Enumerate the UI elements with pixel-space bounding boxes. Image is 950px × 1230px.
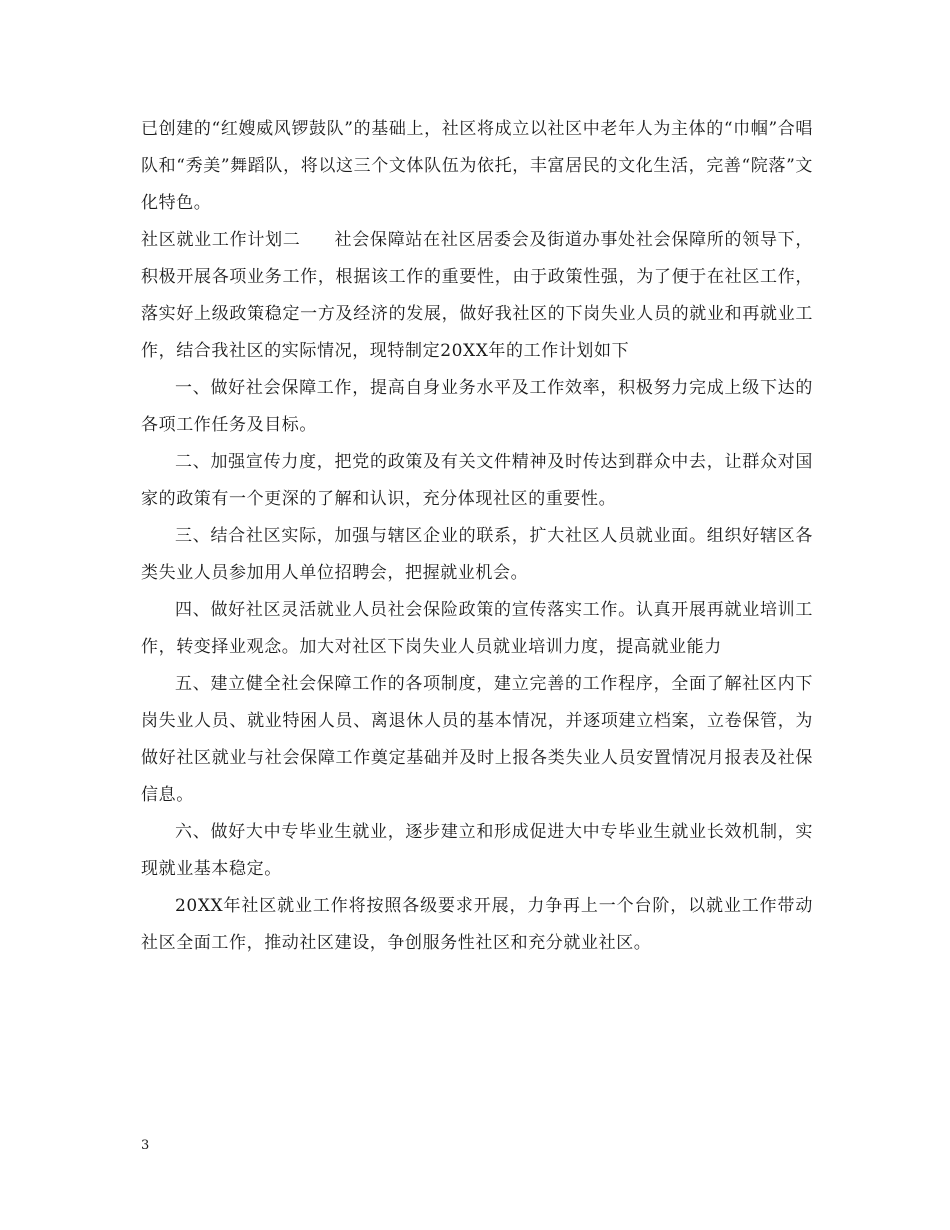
plan-item-4: 四、做好社区灵活就业人员社会保险政策的宣传落实工作。认真开展再就业培训工作，转变择业观念。加大对社区下岗失业人员就业培训力度，提高就业能力 <box>141 600 813 657</box>
plan-item-3: 三、结合社区实际，加强与辖区企业的联系，扩大社区人员就业面。组织好辖区各类失业人员参加用人单位招聘会，把握就业机会。 <box>141 526 813 583</box>
paragraph-culture: 已创建的“红嫂威风锣鼓队”的基础上，社区将成立以社区中老年人为主体的“巾帼”合唱队和“秀美”舞蹈队，将以这三个文体队伍为依托，丰富居民的文化生活，完善“院落”文化特色。 <box>141 119 813 213</box>
plan-item-5: 五、建立健全社会保障工作的各项制度，建立完善的工作程序，全面了解社区内下岗失业人员、就业特困人员、离退休人员的基本情况，并逐项建立档案，立卷保管，为做好社区就业与社会保障工作奠定基础并及时上报各类失业人员安置情况月报表及社保信息。 <box>141 674 813 805</box>
paragraph-plan-intro <box>141 222 813 370</box>
plan-title: 社区就业工作计划二 <box>141 230 301 250</box>
plan-conclusion: 20XX年社区就业工作将按照各级要求开展，力争再上一个台阶，以就业工作带动社区全面工作，推动社区建设，争创服务性社区和充分就业社区。 <box>141 896 813 953</box>
page-number: 3 <box>141 1138 150 1153</box>
plan-item-1: 一、做好社会保障工作，提高自身业务水平及工作效率，积极努力完成上级下达的各项工作任务及目标。 <box>141 378 813 435</box>
document-body <box>141 111 813 962</box>
plan-item-6: 六、做好大中专毕业生就业，逐步建立和形成促进大中专毕业生就业长效机制，实现就业基本稳定。 <box>141 822 813 879</box>
plan-intro-text: 社会保障站在社区居委会及街道办事处社会保障所的领导下，积极开展各项业务工作，根据该工作的重要性，由于政策性强，为了便于在社区工作，落实好上级政策稳定一方及经济的发展，做好我社区的下岗失业人员的就业和再就业工作，结合我社区的实际情况，现特制定20XX年的工作计划如下 <box>141 230 813 361</box>
plan-item-2: 二、加强宣传力度，把党的政策及有关文件精神及时传达到群众中去，让群众对国家的政策有一个更深的了解和认识，充分体现社区的重要性。 <box>141 452 813 509</box>
